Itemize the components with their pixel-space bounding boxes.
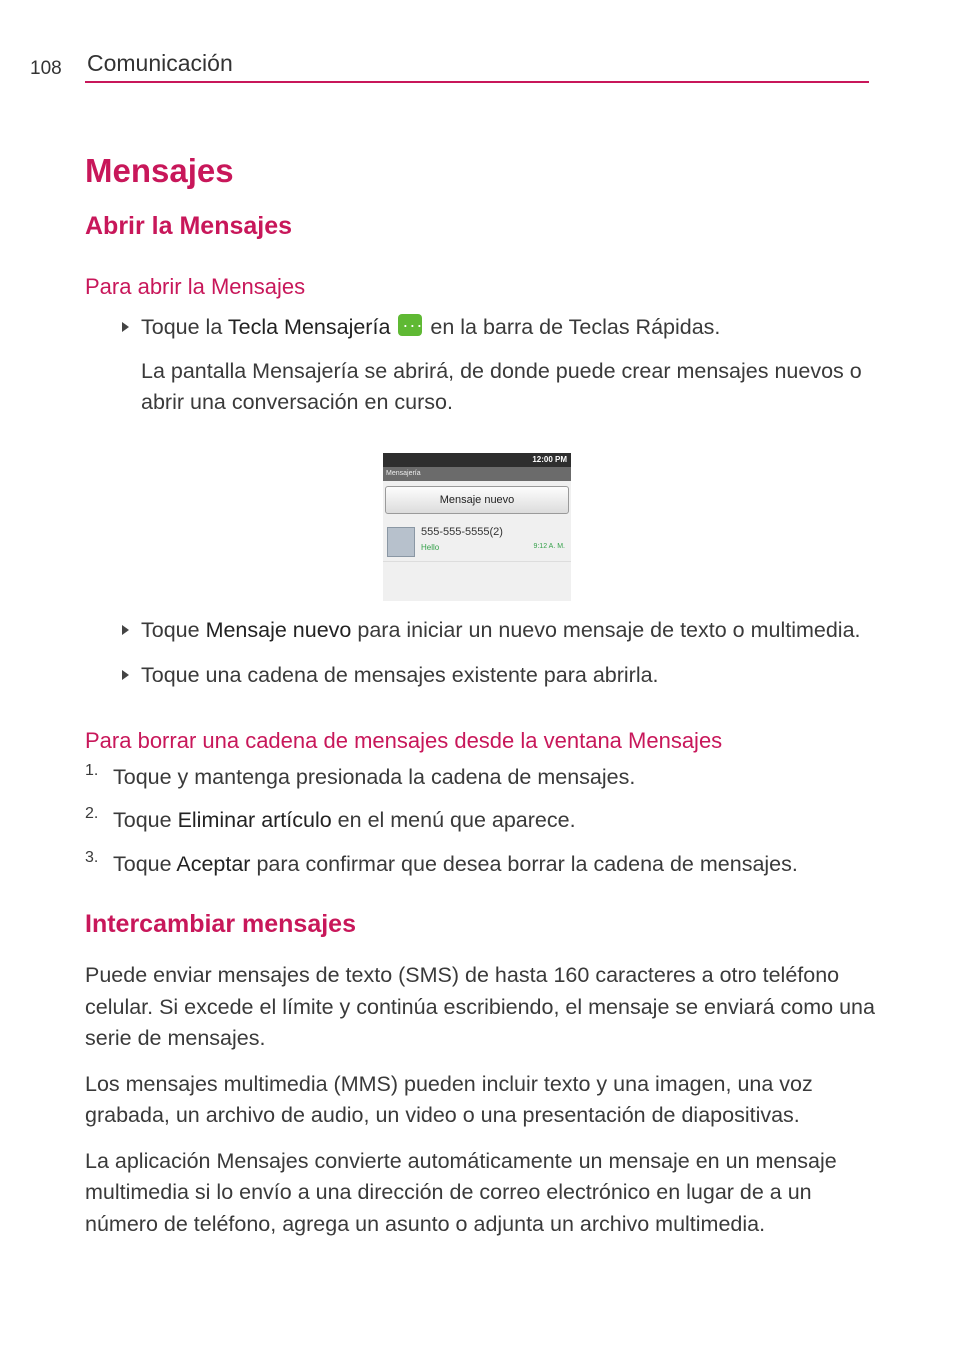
delete-step-3 <box>85 849 875 881</box>
exchange-paragraph-3: La aplicación Mensajes convierte automáticamente un mensaje en un mensaje multimedia si lo envío a una dirección de correo electrónico en lugar de a un número de teléfono, agrega un asunto o adjunta un archivo multimedia. <box>85 1148 837 1236</box>
note-text: La pantalla Mensajería se abrirá, de donde puede crear mensajes nuevos o abrir una conversación en curso. <box>141 358 862 414</box>
step-text: Toque <box>113 808 178 832</box>
new-message-label: Mensaje nuevo <box>205 617 352 642</box>
thread-time: 9:12 A. M. <box>533 542 565 550</box>
step-text: para iniciar un nuevo mensaje de texto o multimedia. <box>351 617 861 642</box>
delete-step-1 <box>85 762 875 794</box>
header-rule <box>85 81 869 83</box>
exchange-paragraph-1: Puede enviar mensajes de texto (SMS) de hasta 160 caracteres a otro teléfono celular. Si excede el límite y continúa escribiendo, el mensaje se enviará como una serie de mensajes. <box>85 963 875 1050</box>
open-heading: Abrir la Mensajes <box>85 212 293 240</box>
exchange-heading: Intercambiar mensajes <box>85 910 356 938</box>
step-text: Toque <box>141 617 206 642</box>
step-text: para confirmar que desea borrar la cadena de mensajes. <box>250 851 798 876</box>
new-message-button[interactable]: Mensaje nuevo <box>385 486 569 514</box>
delete-subheading: Para borrar una cadena de mensajes desde la ventana Mensajes <box>85 727 723 753</box>
exchange-paragraph-2: Los mensajes multimedia (MMS) pueden incluir texto y una imagen, una voz grabada, un archivo de audio, un video o una presentación de diapositivas. <box>85 1071 813 1127</box>
step-text: Toque <box>113 851 177 876</box>
page-number: 108 <box>30 58 62 79</box>
screen-title: Mensajería <box>383 467 571 481</box>
thread-preview: Hello <box>421 542 440 552</box>
thread-list-item[interactable] <box>383 523 571 562</box>
accept-label: Aceptar <box>176 851 251 876</box>
contact-avatar-icon <box>387 527 415 557</box>
open-step-2 <box>85 615 875 647</box>
page-title: Mensajes <box>85 152 234 189</box>
status-time: 12:00 PM <box>532 454 567 464</box>
bullet-triangle-icon <box>122 322 129 332</box>
delete-step-2 <box>85 805 875 837</box>
bullet-triangle-icon <box>122 625 129 635</box>
open-subheading: Para abrir la Mensajes <box>85 274 306 299</box>
message-app-icon <box>398 314 422 336</box>
section-header: Comunicación <box>87 50 233 76</box>
open-step-3 <box>85 660 875 692</box>
messaging-screenshot <box>383 453 571 601</box>
step-text: Toque y mantenga presionada la cadena de mensajes. <box>113 764 636 789</box>
delete-item-label: Eliminar artículo <box>177 808 332 832</box>
step-number: 3. <box>85 848 99 866</box>
step-text: Toque la <box>141 315 228 339</box>
step-text: Toque una cadena de mensajes existente para abrirla. <box>141 663 659 687</box>
bullet-triangle-icon <box>122 670 129 680</box>
step-text: en la barra de Teclas Rápidas. <box>424 315 721 339</box>
thread-number: 555-555-5555(2) <box>421 525 503 538</box>
step-number: 2. <box>85 805 99 822</box>
page-content <box>85 150 875 1240</box>
messaging-key-label: Tecla Mensajería <box>227 315 391 339</box>
open-step-1 <box>85 312 875 344</box>
status-bar <box>383 453 571 467</box>
step-text: en el menú que aparece. <box>331 808 576 832</box>
open-note <box>85 356 875 419</box>
step-number: 1. <box>85 761 99 779</box>
